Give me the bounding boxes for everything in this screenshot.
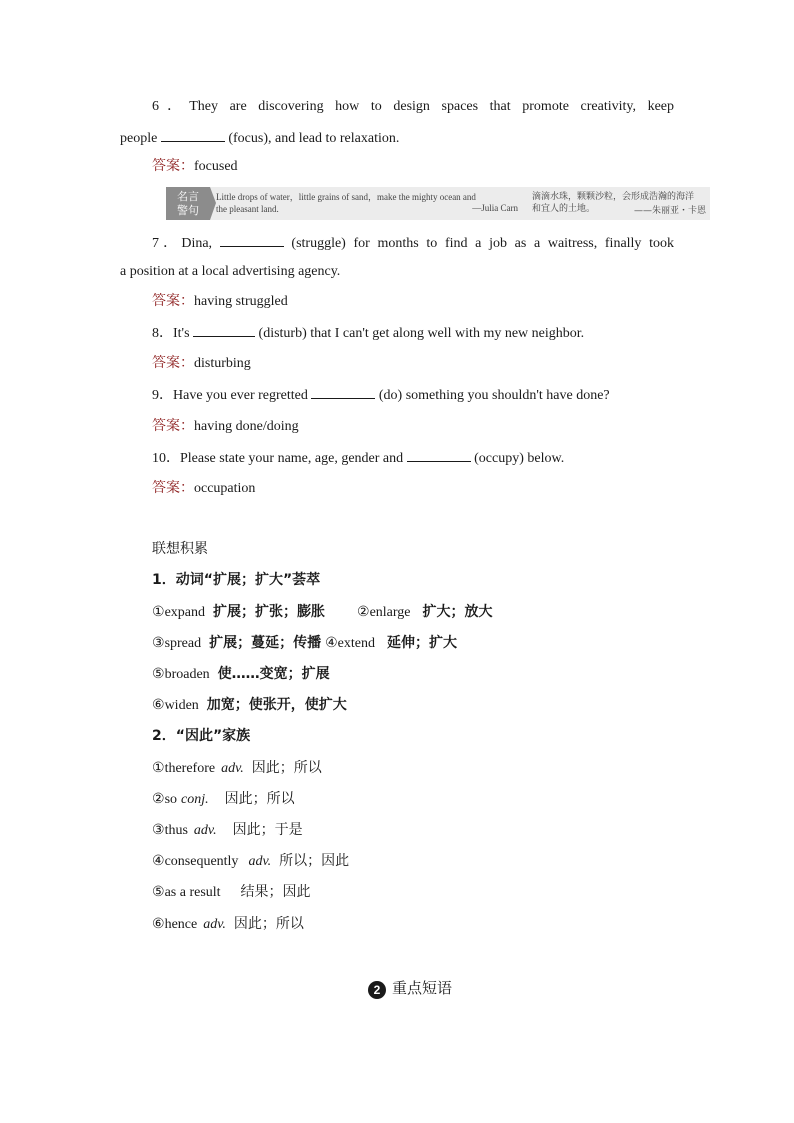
question-6-continued — [120, 127, 399, 149]
question-text: (focus), and lead to relaxation. — [224, 131, 400, 146]
item-mark: ② — [152, 792, 165, 807]
answer-blank — [193, 322, 255, 337]
list-item — [152, 789, 295, 810]
item-mark: ④ — [325, 636, 338, 651]
item-meaning: 扩展；蔓延；传播 — [209, 635, 322, 651]
answer-9 — [152, 416, 299, 437]
question-text: Dina, — [181, 236, 220, 251]
quote-chinese-line: 和宜人的土地。 — [532, 204, 596, 214]
list-item — [152, 602, 493, 623]
list-item — [152, 820, 303, 841]
question-text: Have you ever regretted — [173, 388, 312, 403]
answer-blank — [407, 447, 471, 462]
group-1-title: 1．动词“扩展；扩大”荟萃 — [152, 572, 321, 588]
group-2-title: 2．“因此”家族 — [152, 728, 251, 744]
item-word: hence — [164, 917, 198, 932]
quote-tag-line: 名言 — [177, 190, 199, 203]
item-meaning: 扩大；放大 — [422, 604, 493, 620]
list-item — [152, 664, 330, 685]
item-pos: adv. — [221, 761, 244, 776]
question-text: a position at a local advertising agency. — [120, 264, 341, 279]
item-meaning: 结果；因此 — [240, 884, 311, 900]
question-text: They are discovering how to design spaces that promote creativity, keep — [189, 99, 674, 114]
quote-tag — [166, 187, 210, 220]
item-meaning: 因此；于是 — [232, 822, 303, 838]
answer-text: having struggled — [194, 294, 288, 309]
question-number: 6． — [152, 99, 190, 114]
answer-7 — [152, 291, 288, 312]
item-pos: adv. — [193, 823, 217, 838]
quote-chinese — [532, 191, 706, 215]
item-mark: ① — [152, 605, 165, 620]
question-10 — [152, 447, 564, 469]
item-mark: ③ — [152, 823, 165, 838]
item-mark: ⑤ — [152, 885, 165, 900]
answer-8 — [152, 353, 251, 374]
answer-label: 答案： — [152, 418, 194, 434]
association-heading: 联想积累 — [152, 541, 208, 557]
item-meaning: 因此；所以 — [251, 760, 322, 776]
answer-label: 答案： — [152, 158, 194, 174]
list-item — [152, 851, 349, 872]
item-mark: ② — [357, 605, 370, 620]
quote-banner — [166, 187, 710, 220]
list-item — [152, 882, 311, 903]
answer-label: 答案： — [152, 355, 194, 371]
item-meaning: 因此；所以 — [224, 791, 295, 807]
quote-chinese-author: ——朱丽亚・卡恩 — [633, 206, 706, 216]
answer-label: 答案： — [152, 480, 194, 496]
item-mark: ① — [152, 761, 165, 776]
answer-text: focused — [194, 159, 238, 174]
answer-blank — [161, 127, 225, 142]
question-8 — [152, 322, 584, 344]
question-text: (do) something you shouldn't have done? — [375, 388, 610, 403]
item-meaning: 延伸；扩大 — [387, 635, 457, 651]
question-text: people — [120, 131, 161, 146]
quote-english-author: —Julia Carn — [472, 203, 518, 213]
answer-blank — [220, 232, 284, 247]
item-word: widen — [164, 698, 199, 713]
item-pos: conj. — [181, 792, 209, 807]
question-7 — [152, 232, 674, 254]
quote-english-line: the pleasant land. — [216, 204, 279, 214]
question-text: (occupy) below. — [470, 451, 565, 466]
item-word: spread — [164, 636, 202, 651]
item-pos: adv. — [203, 917, 226, 932]
item-mark: ③ — [152, 636, 165, 651]
question-number: 7． — [152, 236, 182, 251]
answer-10 — [152, 478, 255, 499]
answer-text: disturbing — [194, 356, 251, 371]
answer-blank — [311, 384, 375, 399]
item-word: as a result — [164, 885, 221, 900]
item-mark: ⑤ — [152, 667, 165, 682]
answer-text: occupation — [194, 481, 256, 496]
item-mark: ⑥ — [152, 698, 165, 713]
section-number-badge: 2 — [368, 981, 386, 999]
question-7-continued — [120, 262, 340, 282]
question-text: (struggle) for months to find a job as a waitress, finally took — [283, 236, 674, 251]
question-9 — [152, 384, 610, 406]
item-word: therefore — [164, 761, 216, 776]
question-text: It's — [173, 326, 194, 341]
list-item — [152, 695, 347, 716]
item-pos: adv. — [248, 854, 272, 869]
item-word: enlarge — [369, 605, 411, 620]
question-6 — [152, 97, 674, 117]
item-word: so — [164, 792, 178, 807]
answer-label: 答案： — [152, 293, 194, 309]
quote-english — [216, 191, 518, 215]
list-item — [152, 758, 322, 779]
section-heading-key-phrases — [368, 977, 452, 999]
answer-text: having done/doing — [194, 419, 299, 434]
quote-tag-line: 警句 — [177, 204, 199, 217]
quote-english-line: Little drops of water，little grains of sand，make the mighty ocean and — [216, 192, 476, 202]
item-mark: ⑥ — [152, 917, 165, 932]
item-word: broaden — [164, 667, 210, 682]
list-item — [152, 633, 457, 654]
question-number: 10． — [152, 451, 180, 466]
item-word: thus — [164, 823, 188, 838]
item-meaning: 使……变宽；扩展 — [217, 666, 330, 682]
item-meaning: 扩展；扩张；膨胀 — [213, 604, 325, 620]
item-meaning: 因此；所以 — [233, 916, 304, 932]
question-text: (disturb) that I can't get along well with my new neighbor. — [255, 326, 585, 341]
question-text: Please state your name, age, gender and — [180, 451, 407, 466]
item-word: extend — [337, 636, 375, 651]
list-item — [152, 914, 304, 935]
item-meaning: 所以；因此 — [279, 853, 350, 869]
answer-6 — [152, 156, 238, 177]
question-number: 8． — [152, 326, 173, 341]
item-meaning: 加宽；使张开，使扩大 — [206, 697, 347, 713]
item-mark: ④ — [152, 854, 165, 869]
quote-chinese-line: 滴滴水珠，颗颗沙粒，会形成浩瀚的海洋 — [532, 192, 695, 202]
question-number: 9． — [152, 388, 173, 403]
item-word: expand — [164, 605, 205, 620]
section-label: 重点短语 — [392, 979, 453, 997]
item-word: consequently — [164, 854, 239, 869]
